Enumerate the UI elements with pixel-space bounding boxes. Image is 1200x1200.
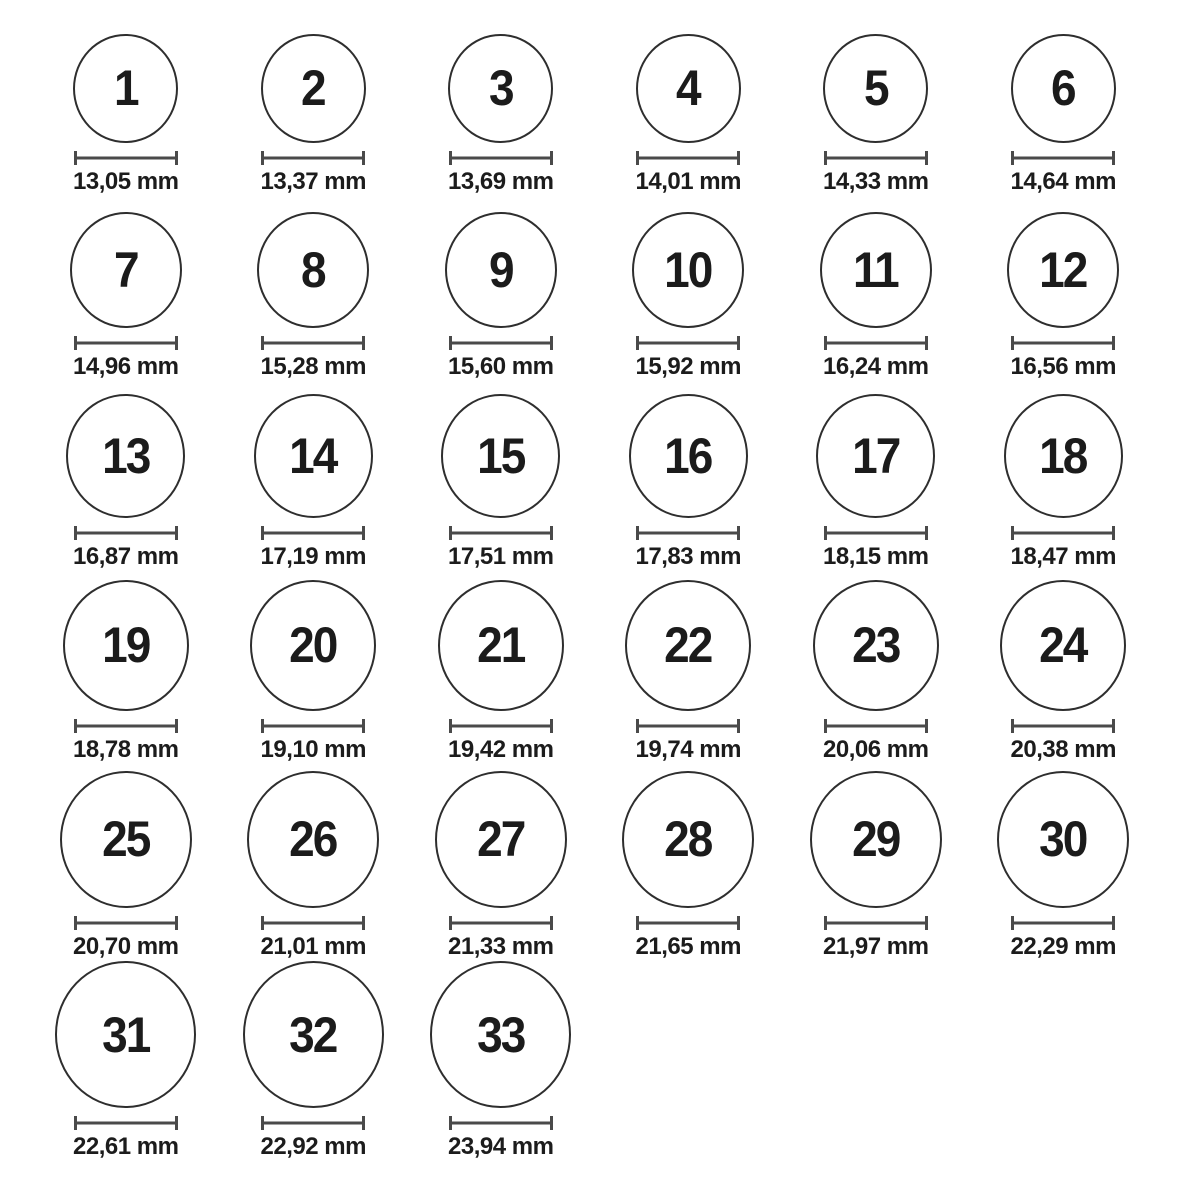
ring-size-cell [970, 34, 1158, 195]
ring-size-cell [32, 212, 220, 380]
ring-size-cell [407, 34, 595, 195]
diameter-label: 13,05 mm [73, 168, 179, 195]
ring-size-number: 14 [289, 428, 337, 485]
diameter-measure-line [449, 916, 553, 930]
chart-row [0, 763, 1200, 960]
ring-circle [813, 580, 939, 711]
ring-size-number: 25 [102, 811, 150, 868]
ring-circle [622, 771, 754, 908]
ring-size-cell [595, 34, 783, 195]
ring-circle [66, 394, 185, 518]
ring-size-number: 17 [852, 428, 900, 485]
ring-circle [632, 212, 744, 328]
ring-circle [63, 580, 189, 711]
diameter-label: 22,61 mm [73, 1133, 179, 1160]
ring-size-number: 8 [301, 241, 326, 298]
ring-size-number: 16 [664, 428, 712, 485]
diameter-label: 21,33 mm [448, 933, 554, 960]
diameter-measure-line [1011, 336, 1115, 350]
diameter-measure-line [261, 719, 365, 733]
ring-size-number: 28 [664, 811, 712, 868]
ring-size-number: 24 [1039, 617, 1087, 674]
ring-size-number: 15 [477, 428, 525, 485]
ring-size-number: 12 [1039, 241, 1087, 298]
diameter-label: 14,01 mm [635, 168, 741, 195]
ring-size-cell [220, 771, 408, 960]
ring-size-cell [32, 961, 220, 1160]
ring-size-cell [32, 580, 220, 763]
ring-size-number: 21 [477, 617, 525, 674]
ring-size-number: 18 [1039, 428, 1087, 485]
ring-size-number: 29 [852, 811, 900, 868]
ring-size-number: 32 [289, 1006, 337, 1063]
diameter-measure-line [636, 916, 740, 930]
diameter-measure-line [636, 719, 740, 733]
diameter-label: 17,83 mm [635, 543, 741, 570]
ring-size-cell [595, 580, 783, 763]
diameter-measure-line [1011, 719, 1115, 733]
ring-size-number: 31 [102, 1006, 150, 1063]
diameter-label: 21,97 mm [823, 933, 929, 960]
diameter-measure-line [824, 151, 928, 165]
ring-size-number: 27 [477, 811, 525, 868]
diameter-measure-line [636, 336, 740, 350]
ring-size-number: 5 [863, 60, 888, 117]
diameter-measure-line [449, 719, 553, 733]
diameter-label: 15,92 mm [635, 353, 741, 380]
ring-size-cell [220, 34, 408, 195]
ring-size-number: 30 [1039, 811, 1087, 868]
diameter-label: 14,96 mm [73, 353, 179, 380]
diameter-measure-line [449, 151, 553, 165]
diameter-label: 19,10 mm [260, 736, 366, 763]
ring-size-cell [407, 771, 595, 960]
ring-size-cell [407, 394, 595, 570]
diameter-label: 16,87 mm [73, 543, 179, 570]
ring-size-number: 4 [676, 60, 701, 117]
chart-row [0, 195, 1200, 380]
ring-size-cell [407, 961, 595, 1160]
diameter-measure-line [824, 916, 928, 930]
diameter-label: 21,01 mm [260, 933, 366, 960]
diameter-label: 19,74 mm [635, 736, 741, 763]
diameter-label: 19,42 mm [448, 736, 554, 763]
ring-size-cell [32, 771, 220, 960]
ring-circle [257, 212, 369, 328]
ring-size-cell [782, 34, 970, 195]
diameter-measure-line [636, 151, 740, 165]
diameter-label: 14,64 mm [1010, 168, 1116, 195]
ring-circle [636, 34, 741, 143]
ring-circle [55, 961, 196, 1108]
ring-circle [629, 394, 748, 518]
diameter-measure-line [824, 719, 928, 733]
ring-size-cell [970, 394, 1158, 570]
diameter-measure-line [261, 916, 365, 930]
ring-circle [1011, 34, 1116, 143]
diameter-measure-line [261, 1116, 365, 1130]
ring-size-number: 20 [289, 617, 337, 674]
ring-size-number: 6 [1051, 60, 1076, 117]
ring-size-number: 7 [113, 241, 138, 298]
ring-circle [250, 580, 376, 711]
ring-circle [448, 34, 553, 143]
ring-circle [823, 34, 928, 143]
ring-size-cell [407, 212, 595, 380]
diameter-measure-line [74, 336, 178, 350]
ring-size-number: 3 [488, 60, 513, 117]
ring-circle [997, 771, 1129, 908]
ring-size-cell [970, 212, 1158, 380]
diameter-label: 22,92 mm [260, 1133, 366, 1160]
diameter-measure-line [1011, 151, 1115, 165]
ring-size-cell [782, 212, 970, 380]
ring-circle [1007, 212, 1119, 328]
ring-circle [445, 212, 557, 328]
ring-size-number: 23 [852, 617, 900, 674]
ring-circle [243, 961, 384, 1108]
diameter-label: 20,70 mm [73, 933, 179, 960]
diameter-measure-line [74, 1116, 178, 1130]
ring-size-number: 2 [301, 60, 326, 117]
ring-size-number: 11 [853, 241, 899, 298]
ring-size-number: 1 [113, 60, 138, 117]
ring-size-cell [782, 580, 970, 763]
diameter-label: 21,65 mm [635, 933, 741, 960]
diameter-label: 20,06 mm [823, 736, 929, 763]
diameter-label: 13,37 mm [260, 168, 366, 195]
diameter-measure-line [824, 526, 928, 540]
ring-size-number: 33 [477, 1006, 525, 1063]
diameter-label: 20,38 mm [1010, 736, 1116, 763]
diameter-measure-line [261, 336, 365, 350]
ring-circle [70, 212, 182, 328]
ring-size-number: 22 [664, 617, 712, 674]
ring-circle [1000, 580, 1126, 711]
diameter-label: 15,60 mm [448, 353, 554, 380]
ring-size-cell [595, 212, 783, 380]
ring-circle [816, 394, 935, 518]
ring-size-cell [782, 771, 970, 960]
diameter-label: 23,94 mm [448, 1133, 554, 1160]
ring-circle [435, 771, 567, 908]
diameter-label: 17,19 mm [260, 543, 366, 570]
chart-row [0, 570, 1200, 763]
ring-circle [810, 771, 942, 908]
ring-size-number: 10 [664, 241, 712, 298]
ring-circle [254, 394, 373, 518]
ring-circle [438, 580, 564, 711]
chart-row [0, 960, 1200, 1160]
diameter-measure-line [1011, 916, 1115, 930]
ring-circle [820, 212, 932, 328]
ring-size-number: 9 [488, 241, 513, 298]
diameter-measure-line [74, 526, 178, 540]
diameter-measure-line [74, 151, 178, 165]
ring-size-cell [32, 34, 220, 195]
diameter-label: 18,15 mm [823, 543, 929, 570]
ring-size-number: 19 [102, 617, 150, 674]
diameter-label: 15,28 mm [260, 353, 366, 380]
diameter-measure-line [1011, 526, 1115, 540]
diameter-measure-line [449, 526, 553, 540]
ring-size-cell [970, 771, 1158, 960]
chart-row [0, 0, 1200, 195]
ring-circle [625, 580, 751, 711]
diameter-measure-line [636, 526, 740, 540]
ring-circle [73, 34, 178, 143]
ring-size-number: 26 [289, 811, 337, 868]
ring-size-cell [220, 212, 408, 380]
ring-size-cell [595, 771, 783, 960]
diameter-measure-line [449, 336, 553, 350]
diameter-label: 13,69 mm [448, 168, 554, 195]
ring-size-cell [220, 580, 408, 763]
diameter-label: 16,24 mm [823, 353, 929, 380]
diameter-label: 17,51 mm [448, 543, 554, 570]
ring-circle [261, 34, 366, 143]
diameter-label: 18,78 mm [73, 736, 179, 763]
diameter-measure-line [74, 916, 178, 930]
ring-size-cell [970, 580, 1158, 763]
ring-circle [60, 771, 192, 908]
ring-size-cell [32, 394, 220, 570]
diameter-measure-line [74, 719, 178, 733]
chart-row [0, 380, 1200, 570]
ring-size-cell [407, 580, 595, 763]
diameter-measure-line [824, 336, 928, 350]
diameter-measure-line [261, 151, 365, 165]
diameter-measure-line [261, 526, 365, 540]
diameter-label: 16,56 mm [1010, 353, 1116, 380]
ring-circle [441, 394, 560, 518]
ring-size-cell [220, 961, 408, 1160]
ring-circle [247, 771, 379, 908]
diameter-measure-line [449, 1116, 553, 1130]
ring-size-cell [782, 394, 970, 570]
ring-size-cell [220, 394, 408, 570]
diameter-label: 18,47 mm [1010, 543, 1116, 570]
ring-size-number: 13 [102, 428, 150, 485]
diameter-label: 22,29 mm [1010, 933, 1116, 960]
ring-circle [430, 961, 571, 1108]
diameter-label: 14,33 mm [823, 168, 929, 195]
ring-circle [1004, 394, 1123, 518]
ring-size-cell [595, 394, 783, 570]
